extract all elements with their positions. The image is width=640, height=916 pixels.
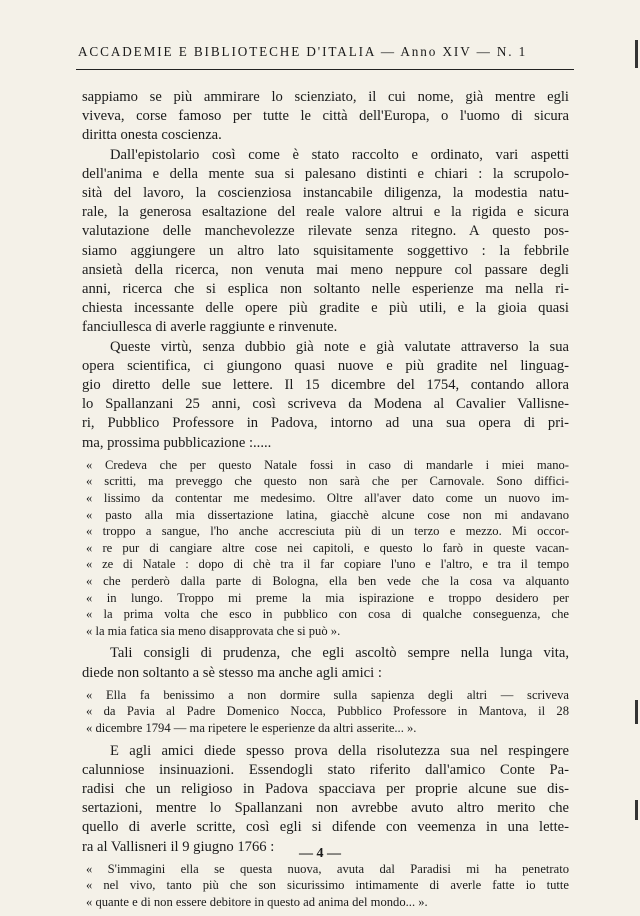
quote-line: « troppo a sangue, l'ho anche accresciuta più di un terzo e mezzo. Mi occor- — [86, 524, 569, 539]
quote-line: « re pur di cangiare altre cose nei capitoli, e questo lo farò in queste vacan- — [86, 540, 569, 555]
quote-line: « dicembre 1794 — ma ripetere le esperienze da altri asserite... ». — [86, 720, 417, 735]
running-header: ACCADEMIE E BIBLIOTECHE D'ITALIA — Anno XIV — N. 1 — [78, 44, 528, 59]
text-line: sertazioni, mentre lo Spallanzani non avrebbe avuto altro merito che — [82, 800, 569, 817]
quote-line: « Ella fa benissimo a non dormire sulla sapienza degli altri — scriveva — [86, 687, 569, 702]
quote-line: « Credeva che per questo Natale fossi in caso di mandarle i miei mano- — [86, 457, 569, 472]
quote-line: « ze di Natale : dopo di chè tra il far copiare l'uno e l'altro, e tra il tempo — [86, 557, 569, 572]
quote-line: « lissimo da contentar me medesimo. Oltre all'aver dato come un nuovo im- — [86, 491, 569, 506]
quote-line: « quante e di non essere debitore in questo ad anima del mondo... ». — [86, 894, 428, 909]
text-line: anni, ricerca che si esplica non soltanto nelle esperienze ma nella ri- — [82, 281, 569, 298]
text-line: calunniose insinuazioni. Essendogli stato riferito dall'amico Conte Pa- — [82, 761, 569, 778]
text-line: E agli amici diede spesso prova della risolutezza sua nel respingere — [110, 742, 569, 759]
text-line: sappiamo se più ammirare lo scienziato, il cui nome, già mentre egli — [82, 89, 569, 105]
text-line: ma, prossima pubblicazione :..... — [82, 434, 272, 451]
block-quote-2 — [86, 687, 569, 737]
paragraph-4 — [82, 644, 569, 682]
text-line: Tali consigli di prudenza, che egli ascoltò sempre nella lunga vita, — [110, 645, 569, 662]
text-line: chiesta incessante delle opere più gradite e più utili, e la gioia quasi — [82, 300, 569, 317]
text-line: gio diretto delle sue lettere. Il 15 dicembre del 1754, contando allora — [82, 377, 569, 394]
quote-line: « da Pavia al Padre Domenico Nocca, Pubblico Professore in Mantova, il 28 — [86, 704, 569, 719]
scan-edge-mark — [635, 800, 638, 820]
text-line: dell'anima e della mente sua si palesano distinti e chiari : la scrupolo- — [82, 165, 569, 182]
quote-line: « in lungo. Troppo mi preme la mia ispirazione e troppo desidero per — [86, 590, 569, 605]
block-quote-1 — [86, 457, 569, 640]
quote-line: « nel vivo, tanto più che son sicurissimo intimamente di averle fatte io tutte — [86, 878, 569, 893]
quote-line: « scritti, ma preveggo che questo non sarà che per Carnovale. Sono diffici- — [86, 474, 569, 489]
text-line: siamo aggiungere un altro lato squisitamente soggettivo : la febbrile — [82, 242, 569, 259]
paragraph-1 — [82, 88, 569, 146]
page-number: — 4 — — [299, 846, 341, 861]
text-line: viveva, corse famoso per tutte le città dell'Europa, o l'uomo di sicura — [82, 108, 569, 125]
article-body — [82, 88, 569, 916]
scan-edge-mark — [635, 40, 638, 68]
text-line: ansietà della ricerca, non venuta mai meno neppure col passare degli — [82, 261, 569, 278]
quote-line: « la prima volta che esco in pubblico con cosa di qualche conseguenza, che — [86, 607, 569, 622]
quote-line: « che perderò dalla parte di Bologna, ella ben vede che la cosa va alquanto — [86, 574, 569, 589]
text-line: sità del lavoro, la coscienziosa instancabile diligenza, la modestia natu- — [82, 185, 569, 202]
text-line: radisi che un religioso in Padova spacciava per proprie alcune sue dis- — [82, 780, 569, 797]
paragraph-5 — [82, 742, 569, 857]
block-quote-3 — [86, 861, 569, 911]
quote-line: « la mia fatica sia meno disapprovata che si può ». — [86, 623, 341, 638]
text-line: ra al Vallisneri il 9 giugno 1766 : — [82, 838, 275, 855]
text-line: rale, la generosa esaltazione del reale valore altrui e la rigida e sicura — [82, 204, 569, 221]
text-line: diritta onesta coscienza. — [82, 127, 222, 144]
text-line: fanciullesca di averle raggiunte e rinvenute. — [82, 319, 338, 336]
text-line: opera scientifica, ci giungono quasi nuove e più gradite nel linguag- — [82, 357, 569, 374]
text-line: Queste virtù, senza dubbio già note e già valutate attraverso la sua — [110, 338, 569, 355]
paragraph-3 — [82, 338, 569, 453]
text-line: Dall'epistolario così come è stato raccolto e ordinato, vari aspetti — [110, 146, 569, 163]
header-rule — [76, 69, 574, 70]
text-line: ri, Pubblico Professore in Padova, intorno ad una sua opera di pri- — [82, 415, 569, 432]
text-line: diede non soltanto a sè stesso ma anche agli amici : — [82, 664, 382, 681]
quote-line: « pasto alla mia dissertazione latina, giacchè alcune cose non mi andavano — [86, 507, 569, 522]
quote-line: « S'immagini ella se questa nuova, avuta dal Paradisi mi ha penetrato — [86, 861, 569, 876]
scan-edge-mark — [635, 700, 638, 724]
text-line: valutazione delle manchevolezze rilevate senza ritegno. A questo pos- — [82, 223, 569, 240]
text-line: quello di averle scritte, così egli si difende con veemenza in una lette- — [82, 819, 569, 836]
text-line: lo Spallanzani 25 anni, così scriveva da Modena al Cavalier Vallisne- — [82, 396, 569, 413]
paragraph-2 — [82, 146, 569, 338]
